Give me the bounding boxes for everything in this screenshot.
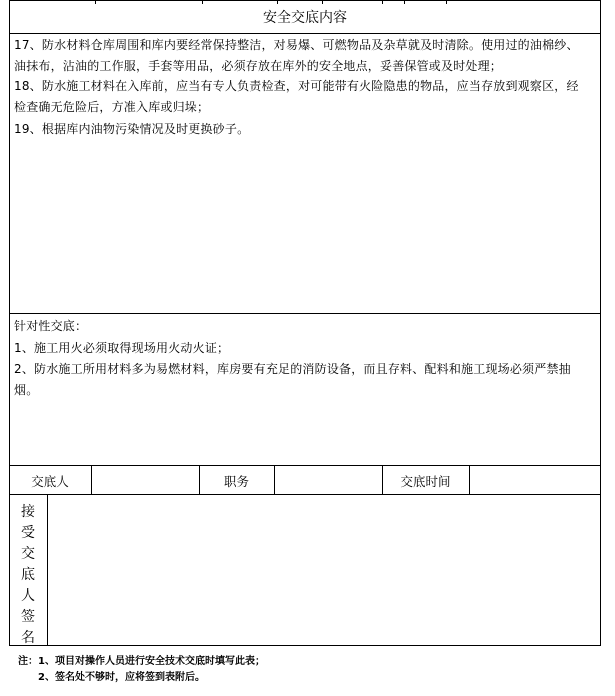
position-label: 职务 <box>223 474 249 489</box>
content-line: 17、防水材料仓库周围和库内要经常保持整洁，对易爆、可燃物品及杂草就及时清除。使用过的油棉纱、 <box>14 38 579 52</box>
position-field[interactable] <box>275 466 382 494</box>
content-line: 19、根据库内油物污染情况及时更换砂子。 <box>14 122 250 136</box>
targeted-line: 2、防水施工所用材料多为易燃材料，库房要有充足的消防设备，而且存料、配料和施工现场必须严禁抽 <box>14 362 571 376</box>
receiver-label-char: 交 <box>21 546 35 562</box>
targeted-line: 烟。 <box>14 383 39 397</box>
receiver-label-char: 签 <box>21 609 35 625</box>
note-line: 注：1、项目对操作人员进行安全技术交底时填写此表； <box>18 656 265 667</box>
stub-line <box>382 0 383 4</box>
note-line: 2、签名处不够时，应将签到表附后。 <box>38 672 205 683</box>
section-title: 安全交底内容 <box>263 10 347 26</box>
stub-line <box>202 0 203 4</box>
receiver-label-char: 名 <box>21 630 35 646</box>
receiver-label-char: 底 <box>21 567 35 583</box>
receiver-signature-area[interactable] <box>48 495 600 645</box>
receiver-label-char: 受 <box>21 525 35 541</box>
content-line: 油抹布，沾油的工作服，手套等用品，必须存放在库外的安全地点，妥善保管或及时处理； <box>14 59 503 73</box>
discloser-label: 交底人 <box>31 474 69 489</box>
stub-line <box>277 0 278 4</box>
content-divider <box>9 313 601 314</box>
content-line: 18、防水施工材料在入库前，应当有专人负责检查，对可能带有火险隐患的物品，应当存放到观察区，经 <box>14 79 579 93</box>
receiver-label-char: 接 <box>21 504 35 520</box>
right-border <box>600 0 601 645</box>
receiver-label <box>9 502 47 649</box>
receiver-label-char: 人 <box>21 588 35 604</box>
time-field[interactable] <box>470 466 600 494</box>
targeted-line: 1、施工用火必须取得现场用火动火证； <box>14 341 230 355</box>
bottom-border <box>9 645 601 646</box>
targeted-heading: 针对性交底： <box>14 319 88 333</box>
time-label: 交底时间 <box>400 474 451 489</box>
stub-line <box>404 0 405 4</box>
top-border <box>9 0 601 1</box>
stub-line <box>446 0 447 4</box>
stub-line <box>322 0 323 4</box>
stub-line <box>95 0 96 4</box>
title-divider <box>9 33 601 34</box>
content-line: 检查确无危险后，方准入库或归垛； <box>14 100 210 114</box>
discloser-field[interactable] <box>92 466 199 494</box>
